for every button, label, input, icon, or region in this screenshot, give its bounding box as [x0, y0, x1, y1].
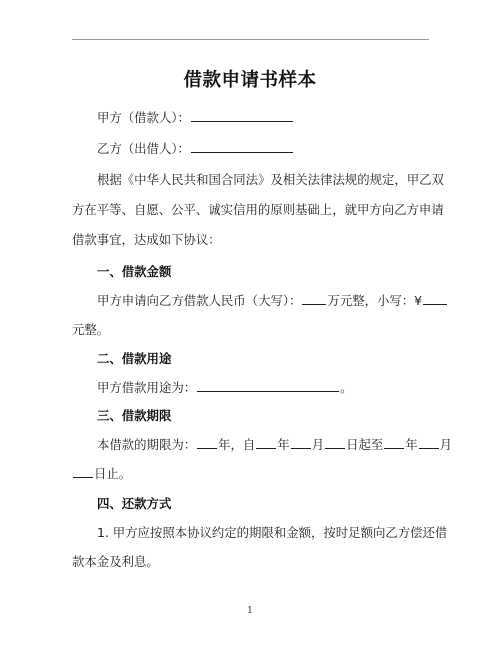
section-4-line-1: 1. 甲方应按照本协议约定的期限和金额，按时足额向乙方偿还借	[97, 525, 448, 540]
party-a-line	[97, 108, 294, 126]
start-day-label: 日起至	[346, 437, 384, 452]
end-month-blank[interactable]	[419, 435, 439, 449]
header-rule	[72, 39, 429, 40]
section-1-line-1	[97, 291, 448, 309]
purpose-blank[interactable]	[197, 378, 339, 392]
start-month-label: 月	[311, 437, 325, 452]
intro-line-1: 根据《中华人民共和国合同法》及相关法律法规的规定，甲乙双	[97, 172, 444, 187]
term-label: 本借款的期限为：	[97, 437, 197, 452]
end-day-blank[interactable]	[73, 464, 93, 478]
end-month-label: 月	[439, 437, 453, 452]
start-year-blank[interactable]	[256, 435, 276, 449]
document-title: 借款申请书样本	[183, 70, 317, 91]
amount-lowercase-label: 万元整，小写：¥	[327, 293, 423, 308]
end-day-label: 日止。	[94, 466, 132, 481]
section-4-line-2: 款本金及利息。	[72, 554, 159, 569]
party-a-blank[interactable]	[191, 108, 293, 122]
section-1-heading: 一、借款金额	[97, 264, 172, 279]
section-3-line-1	[97, 435, 452, 453]
section-4-heading: 四、还款方式	[97, 496, 172, 511]
start-day-blank[interactable]	[325, 435, 345, 449]
section-3-heading: 三、借款期限	[97, 408, 172, 423]
term-from-label: 年，自	[218, 437, 256, 452]
intro-line-3: 借款事宜，达成如下协议：	[72, 232, 221, 247]
page-number: 1	[247, 606, 253, 616]
intro-line-2: 方在平等、自愿、公平、诚实信用的原则基础上，就甲方向乙方申请	[72, 202, 444, 217]
amount-uppercase-blank[interactable]	[302, 291, 326, 305]
purpose-end: 。	[340, 380, 353, 395]
party-a-label: 甲方（借款人）：	[97, 110, 190, 125]
amount-uppercase-label: 甲方申请向乙方借款人民币（大写）：	[97, 293, 302, 308]
party-b-label: 乙方（出借人）：	[97, 141, 190, 156]
section-2-heading: 二、借款用途	[97, 351, 172, 366]
section-3-line-2	[72, 464, 131, 482]
party-b-line	[97, 139, 294, 157]
party-b-blank[interactable]	[191, 139, 293, 153]
section-1-line-2: 元整。	[72, 322, 110, 337]
end-year-blank[interactable]	[384, 435, 404, 449]
end-year-label: 年	[405, 437, 418, 452]
section-2-line-1	[97, 378, 353, 396]
start-month-blank[interactable]	[291, 435, 311, 449]
start-year-label: 年	[277, 437, 290, 452]
purpose-label: 甲方借款用途为：	[97, 380, 197, 395]
term-years-blank[interactable]	[197, 435, 217, 449]
amount-lowercase-blank[interactable]	[423, 291, 447, 305]
